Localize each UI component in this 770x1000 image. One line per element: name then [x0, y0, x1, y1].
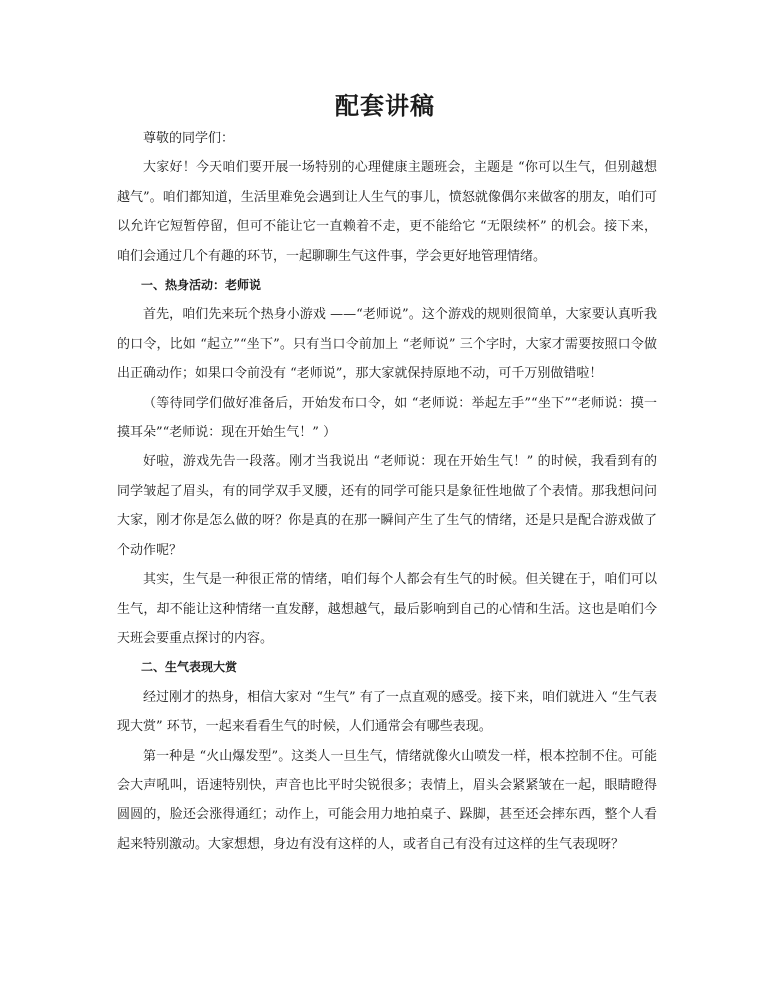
section-heading-anger-expressions: 二、生气表现大赏 — [141, 660, 238, 675]
section-heading-warmup: 一、热身活动：老师说 — [141, 278, 262, 293]
intro-paragraph: 大家好！今天咱们要开展一场特别的心理健康主题班会，主题是 “你可以生气，但别越想越气”。咱们都知道，生活里难免会遇到让人生气的事儿，愤怒就像偶尔来做客的朋友，咱们可以允许它短暂停留，但可不能让它一直赖着不走，更不能给它 “无限续杯” 的机会。接下来，咱们会通过几个有趣的环节，一起聊聊生气这件事，学会更好地管理情绪。 — [117, 160, 657, 264]
expressions-paragraph-intro: 经过刚才的热身，相信大家对 “生气” 有了一点直观的感受。接下来，咱们就进入 “生气表现大赏” 环节，一起来看看生气的时候，人们通常会有哪些表现。 — [117, 689, 657, 735]
document-body — [117, 124, 657, 859]
warmup-paragraph-instructions: （等待同学们做好准备后，开始发布口令，如 “老师说：举起左手”“坐下”“老师说：摸一摸耳朵”“老师说：现在开始生气！” ） — [117, 395, 657, 441]
warmup-paragraph-reflection: 好啦，游戏先告一段落。刚才当我说出 “老师说：现在开始生气！” 的时候，我看到有的同学皱起了眉头，有的同学双手叉腰，还有的同学可能只是象征性地做了个表情。那我想问问大家，刚才你是怎么做的呀？你是真的在那一瞬间产生了生气的情绪，还是只是配合游戏做了个动作呢？ — [117, 454, 657, 558]
greeting-paragraph: 尊敬的同学们： — [143, 131, 235, 146]
warmup-paragraph-summary: 其实，生气是一种很正常的情绪，咱们每个人都会有生气的时候。但关键在于，咱们可以生气，却不能让这种情绪一直发酵，越想越气，最后影响到自己的心情和生活。这也是咱们今天班会要重点探讨的内容。 — [117, 572, 657, 646]
expressions-paragraph-volcano: 第一种是 “火山爆发型”。这类人一旦生气，情绪就像火山喷发一样，根本控制不住。可能会大声吼叫，语速特别快，声音也比平时尖锐很多；表情上，眉头会紧紧皱在一起，眼睛瞪得圆圆的，脸还会涨得通红；动作上，可能会用力地拍桌子、跺脚，甚至还会摔东西，整个人看起来特别激动。大家想想，身边有没有这样的人，或者自己有没有过这样的生气表现呀？ — [117, 748, 657, 852]
warmup-paragraph-rules: 首先，咱们先来玩个热身小游戏 ——“老师说”。这个游戏的规则很简单，大家要认真听我的口令，比如 “起立”“坐下”。只有当口令前加上 “老师说” 三个字时，大家才需要按照口令做出正确动作；如果口令前没有 “老师说”，那大家就保持原地不动，可千万别做错啦！ — [117, 307, 657, 382]
document-title: 配套讲稿 — [335, 91, 435, 120]
